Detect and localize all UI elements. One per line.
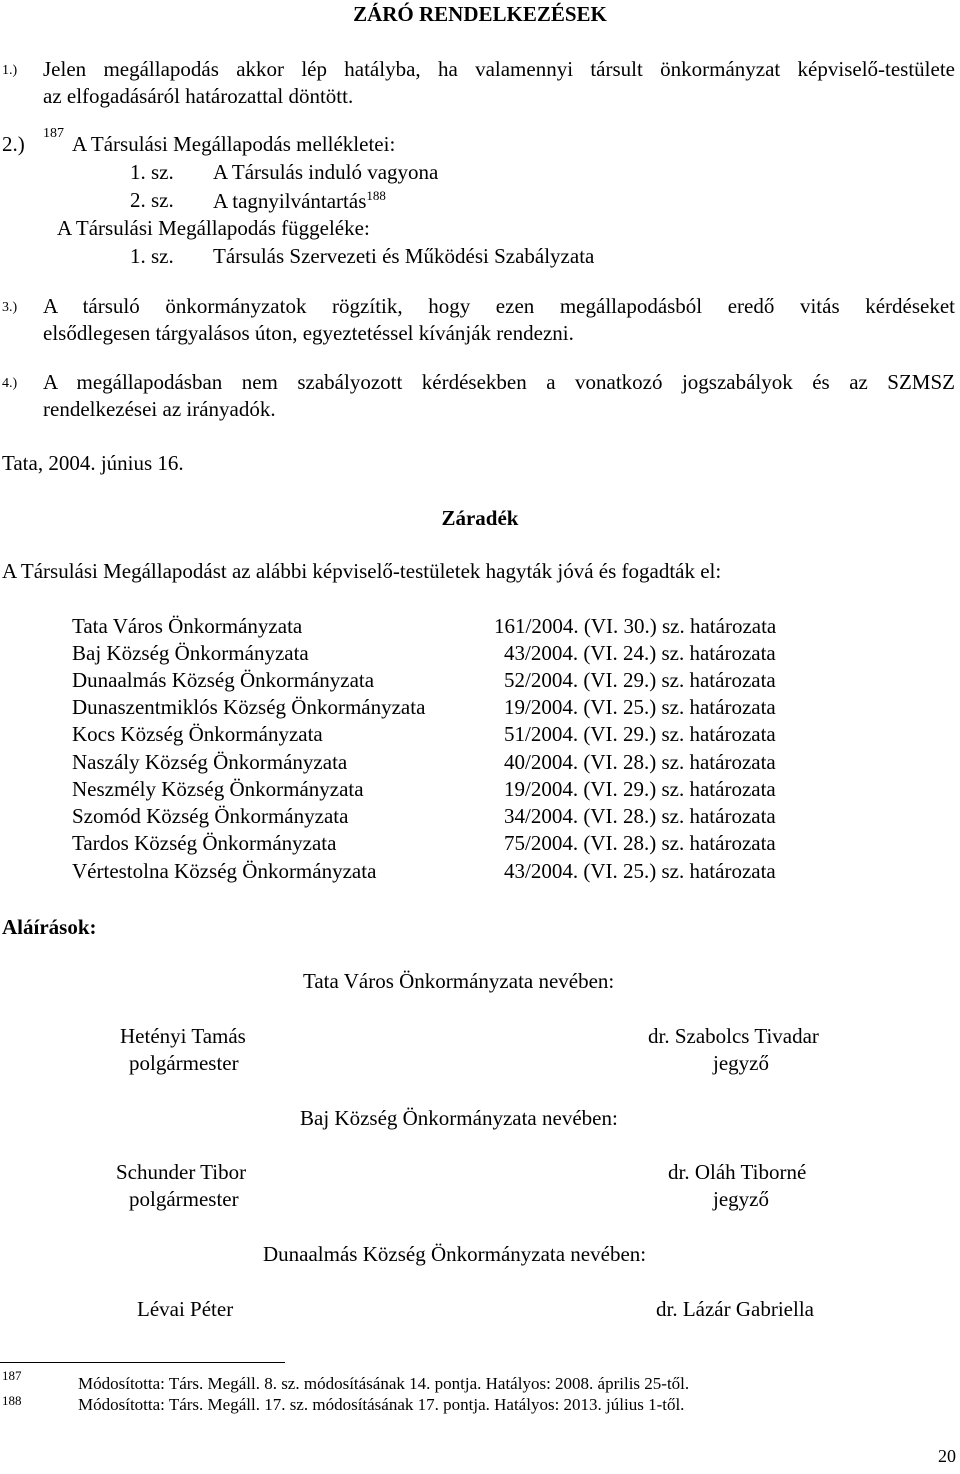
footnote-number: 187 <box>2 1368 22 1383</box>
approval-row <box>72 614 302 639</box>
page-number: 20 <box>938 1446 956 1466</box>
attachment-1-number: 1. sz. <box>130 160 174 184</box>
appendix-1-number: 1. sz. <box>130 244 174 268</box>
signer-role: jegyző <box>713 1187 769 1211</box>
attachment-2-title-text: A tagnyilvántartás <box>213 189 367 213</box>
signer-name: dr. Oláh Tiborné <box>668 1160 807 1184</box>
signer-name: Hetényi Tamás <box>120 1024 246 1048</box>
approval-name: Naszály Község Önkormányzata <box>72 750 348 774</box>
signer-role: polgármester <box>129 1051 239 1075</box>
signer-role: jegyző <box>713 1051 769 1075</box>
signature-block-on-behalf: Dunaalmás Község Önkormányzata nevében: <box>263 1242 647 1266</box>
approval-resolution: 34/2004. (VI. 28.) sz. határozata <box>504 804 776 828</box>
signer-role: polgármester <box>129 1187 239 1211</box>
approval-name: Dunaalmás Község Önkormányzata <box>72 668 375 692</box>
approval-resolution: 19/2004. (VI. 25.) sz. határozata <box>504 695 776 719</box>
paragraph-3-line-2: elsődlegesen tárgyalásos úton, egyeztetéssel kívánják rendezni. <box>43 321 574 345</box>
approval-resolution: 51/2004. (VI. 29.) sz. határozata <box>504 722 776 746</box>
signature-block-on-behalf: Baj Község Önkormányzata nevében: <box>300 1106 618 1130</box>
paragraph-1-number: 1.) <box>2 63 18 78</box>
signer-name: Schunder Tibor <box>116 1160 247 1184</box>
approval-resolution: 43/2004. (VI. 25.) sz. határozata <box>504 859 776 883</box>
footnote-text: Módosította: Társ. Megáll. 8. sz. módosításának 14. pontja. Hatályos: 2008. április 25-től. <box>78 1374 690 1393</box>
approval-name: Szomód Község Önkormányzata <box>72 804 349 828</box>
attachment-2-number: 2. sz. <box>130 188 174 212</box>
approval-resolution: 40/2004. (VI. 28.) sz. határozata <box>504 750 776 774</box>
attachment-1-title: A Társulás induló vagyona <box>213 160 439 184</box>
signer-name: dr. Szabolcs Tivadar <box>648 1024 819 1048</box>
paragraph-3-line-1: A társuló önkormányzatok rögzítik, hogy ezen megállapodásból eredő vitás kérdéseket <box>43 294 955 318</box>
approval-name: Tata Város Önkormányzata <box>72 614 303 638</box>
approval-name: Baj Község Önkormányzata <box>72 641 309 665</box>
approval-resolution: 43/2004. (VI. 24.) sz. határozata <box>504 641 776 665</box>
approval-name: Tardos Község Önkormányzata <box>72 831 337 855</box>
approval-name: Neszmély Község Önkormányzata <box>72 777 364 801</box>
signatures-label: Aláírások: <box>2 915 97 939</box>
footnote-number: 188 <box>2 1393 22 1408</box>
paragraph-1-line-1: Jelen megállapodás akkor lép hatályba, ha valamennyi társult önkormányzat képviselő-testülete <box>43 57 955 81</box>
document-date: Tata, 2004. június 16. <box>2 451 184 475</box>
approval-resolution: 19/2004. (VI. 29.) sz. határozata <box>504 777 776 801</box>
footnote-ref-188[interactable]: 188 <box>366 188 386 203</box>
paragraph-3-number: 3.) <box>2 300 18 315</box>
clause-title: Záradék <box>441 506 519 530</box>
signer-name: dr. Lázár Gabriella <box>656 1297 814 1321</box>
approval-resolution: 161/2004. (VI. 30.) sz. határozata <box>494 614 777 638</box>
footnote-separator <box>0 1362 285 1363</box>
paragraph-1-line-2: az elfogadásáról határozattal döntött. <box>43 84 354 108</box>
paragraph-4-line-2: rendelkezései az irányadók. <box>43 397 276 421</box>
attachment-2-title <box>213 188 386 214</box>
clause-intro: A Társulási Megállapodást az alábbi képviselő-testületek hagyták jóvá és fogadták el: <box>2 559 722 583</box>
approval-name: Kocs Község Önkormányzata <box>72 722 323 746</box>
paragraph-4-line-1: A megállapodásban nem szabályozott kérdésekben a vonatkozó jogszabályok és az SZMSZ <box>43 370 955 394</box>
appendix-heading: A Társulási Megállapodás függeléke: <box>57 216 370 240</box>
approval-name: Vértestolna Község Önkormányzata <box>72 859 377 883</box>
signature-block-on-behalf: Tata Város Önkormányzata nevében: <box>303 969 615 993</box>
approval-name: Dunaszentmiklós Község Önkormányzata <box>72 695 426 719</box>
page-title: ZÁRÓ RENDELKEZÉSEK <box>353 2 607 26</box>
footnote-ref-187[interactable]: 187 <box>43 126 64 141</box>
approval-resolution: 75/2004. (VI. 28.) sz. határozata <box>504 831 776 855</box>
approval-resolution: 52/2004. (VI. 29.) sz. határozata <box>504 668 776 692</box>
appendix-1-title: Társulás Szervezeti és Működési Szabályzata <box>213 244 595 268</box>
paragraph-4-number: 4.) <box>2 376 18 391</box>
signer-name: Lévai Péter <box>137 1297 234 1321</box>
paragraph-2-number: 2.) <box>2 132 25 156</box>
footnote-text: Módosította: Társ. Megáll. 17. sz. módosításának 17. pontja. Hatályos: 2013. július 1-től. <box>78 1395 685 1414</box>
attachments-heading: A Társulási Megállapodás mellékletei: <box>72 132 396 156</box>
